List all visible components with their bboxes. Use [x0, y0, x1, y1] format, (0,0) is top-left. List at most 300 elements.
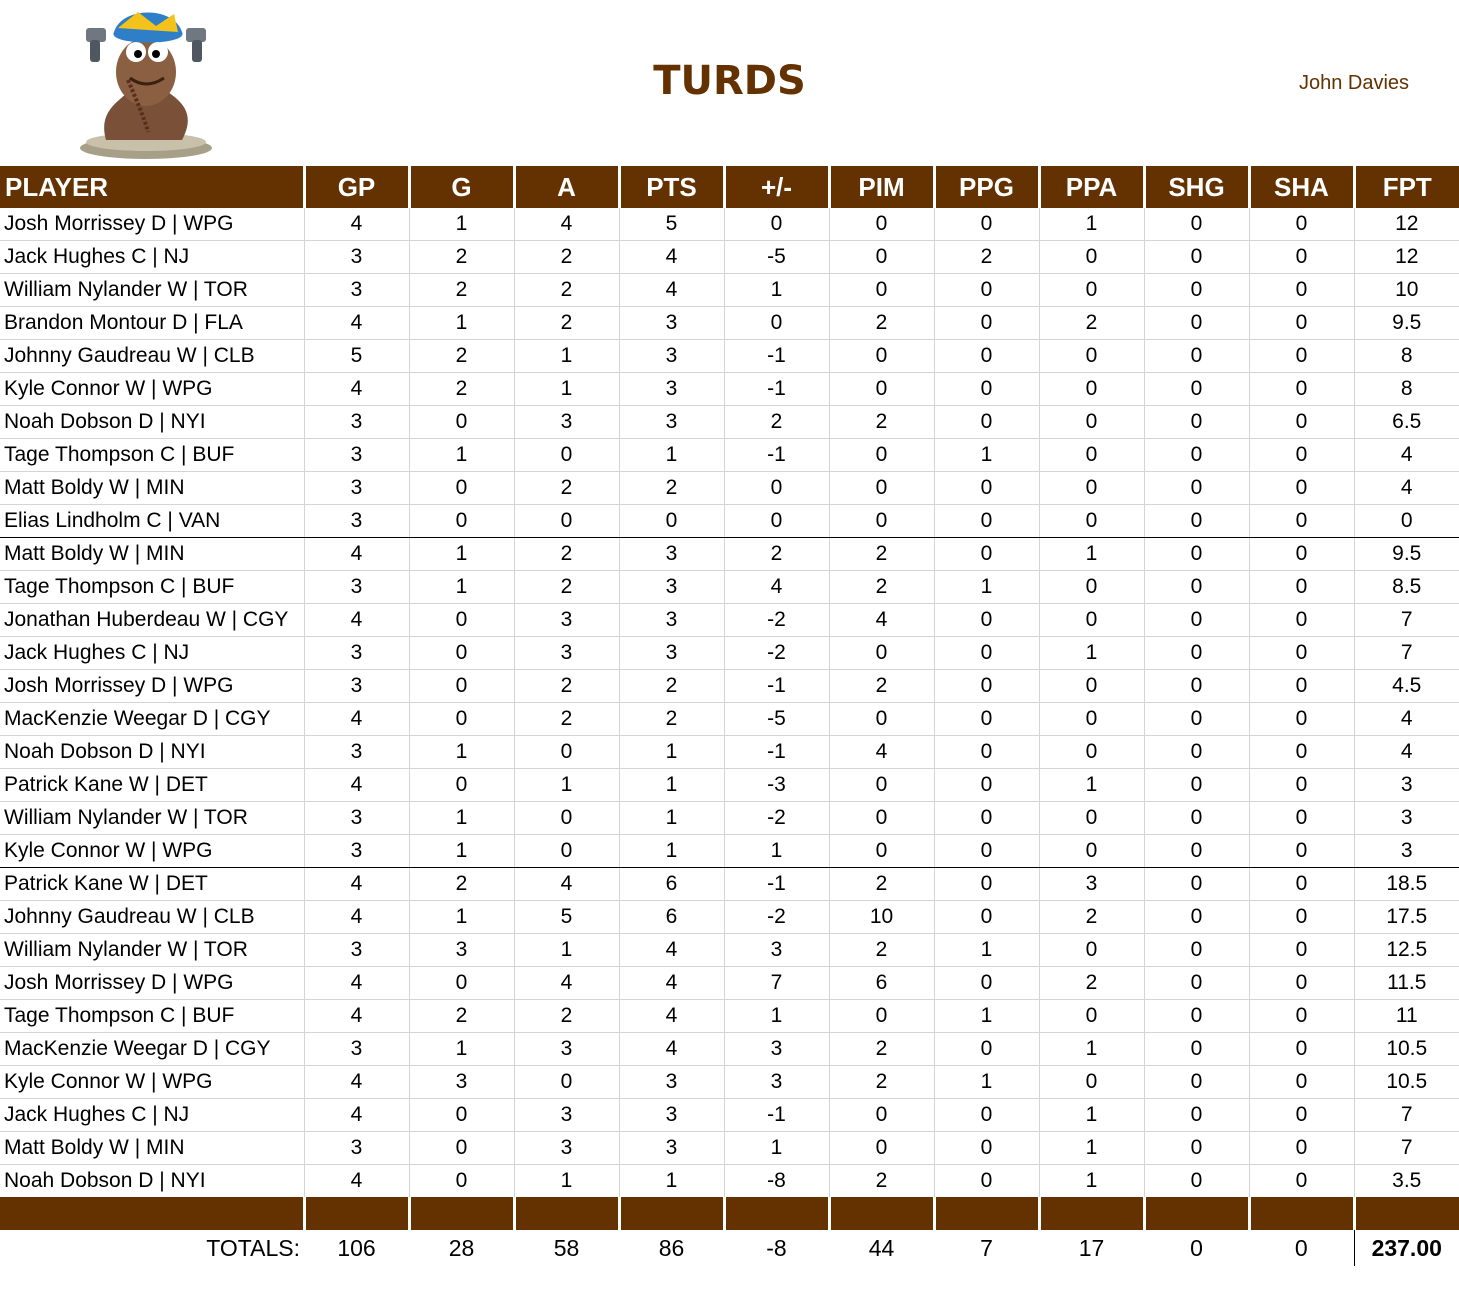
stat-cell: 0 — [514, 1066, 619, 1099]
stat-cell: 0 — [1039, 934, 1144, 967]
column-header: PPA — [1039, 166, 1144, 208]
stat-cell: 0 — [1249, 274, 1354, 307]
player-name-cell: Patrick Kane W | DET — [0, 769, 304, 802]
stat-cell: 1 — [619, 736, 724, 769]
stat-cell: 0 — [1039, 703, 1144, 736]
stat-cell: 0 — [829, 802, 934, 835]
stat-cell: 3 — [619, 307, 724, 340]
stat-cell: 0 — [1144, 604, 1249, 637]
stat-cell: 3 — [724, 934, 829, 967]
band-cell — [829, 1197, 934, 1230]
stat-cell: 0 — [1039, 373, 1144, 406]
stat-cell: 0 — [409, 406, 514, 439]
stat-cell: 1 — [724, 835, 829, 868]
stat-cell: 0 — [1144, 241, 1249, 274]
table-row — [0, 736, 1459, 769]
stat-cell: -3 — [724, 769, 829, 802]
stat-cell: 0 — [1249, 1165, 1354, 1198]
stat-cell: 0 — [934, 604, 1039, 637]
stat-cell: 0 — [1354, 505, 1459, 538]
stat-cell: 2 — [619, 472, 724, 505]
table-row — [0, 703, 1459, 736]
stat-cell: 2 — [829, 406, 934, 439]
table-row — [0, 439, 1459, 472]
stat-cell: 1 — [619, 439, 724, 472]
stat-cell: 0 — [1144, 340, 1249, 373]
stat-cell: 0 — [1039, 670, 1144, 703]
stat-cell: 0 — [724, 472, 829, 505]
player-name-cell: Elias Lindholm C | VAN — [0, 505, 304, 538]
stat-cell: 0 — [1144, 769, 1249, 802]
stat-cell: -1 — [724, 868, 829, 901]
stat-cell: 8.5 — [1354, 571, 1459, 604]
player-name-cell: Jonathan Huberdeau W | CGY — [0, 604, 304, 637]
stat-cell: -1 — [724, 439, 829, 472]
player-name-cell: Jack Hughes C | NJ — [0, 241, 304, 274]
stat-cell: 0 — [1144, 967, 1249, 1000]
table-row — [0, 769, 1459, 802]
stat-cell: 0 — [409, 1099, 514, 1132]
stat-cell: 0 — [1249, 307, 1354, 340]
stat-cell: 3 — [619, 373, 724, 406]
stat-cell: 0 — [829, 505, 934, 538]
total-cell: 17 — [1078, 1234, 1105, 1261]
stat-cell: 0 — [1039, 505, 1144, 538]
stat-cell: 3 — [304, 241, 409, 274]
stat-cell: 7 — [1354, 1099, 1459, 1132]
table-row — [0, 505, 1459, 538]
band-cell — [304, 1197, 409, 1230]
stat-cell: 0 — [829, 1099, 934, 1132]
stat-cell: 2 — [829, 934, 934, 967]
stat-cell: 0 — [1039, 274, 1144, 307]
stat-cell: 0 — [1249, 406, 1354, 439]
stat-cell: 2 — [829, 670, 934, 703]
stat-cell: 0 — [1249, 637, 1354, 670]
stat-cell: 3 — [304, 802, 409, 835]
stat-cell: 4 — [304, 1000, 409, 1033]
stat-cell: 4 — [304, 1099, 409, 1132]
stat-cell: 3 — [619, 406, 724, 439]
stat-cell: 1 — [934, 1066, 1039, 1099]
stat-cell: 3 — [1354, 835, 1459, 868]
stat-cell: 3 — [304, 736, 409, 769]
stat-cell: 0 — [1039, 472, 1144, 505]
stat-cell: 0 — [934, 703, 1039, 736]
band-cell — [619, 1197, 724, 1230]
stat-cell: 1 — [514, 934, 619, 967]
stat-cell: 0 — [1144, 1099, 1249, 1132]
stat-cell: 4 — [304, 208, 409, 241]
stat-cell: 1 — [1039, 1033, 1144, 1066]
stat-cell: 0 — [934, 967, 1039, 1000]
stat-cell: 1 — [409, 571, 514, 604]
stat-cell: 0 — [829, 208, 934, 241]
stat-cell: 0 — [1249, 1033, 1354, 1066]
stat-cell: 0 — [934, 1132, 1039, 1165]
player-name-cell: Kyle Connor W | WPG — [0, 1066, 304, 1099]
stat-cell: 0 — [1039, 1000, 1144, 1033]
total-cell: -8 — [766, 1234, 787, 1261]
stat-cell: -2 — [724, 604, 829, 637]
stat-cell: 4 — [829, 604, 934, 637]
stat-cell: 0 — [1144, 373, 1249, 406]
stat-cell: -8 — [724, 1165, 829, 1198]
stat-cell: -1 — [724, 736, 829, 769]
stat-cell: 0 — [829, 1132, 934, 1165]
stat-cell: 4 — [304, 307, 409, 340]
stat-cell: 0 — [409, 604, 514, 637]
stat-cell: 4.5 — [1354, 670, 1459, 703]
stat-cell: 0 — [1144, 1000, 1249, 1033]
stat-cell: 0 — [1249, 439, 1354, 472]
totals-row — [0, 1230, 1459, 1266]
table-row — [0, 835, 1459, 868]
stat-cell: 2 — [409, 373, 514, 406]
stat-cell: 0 — [1039, 802, 1144, 835]
stat-cell: 1 — [934, 439, 1039, 472]
total-cell: 0 — [1294, 1234, 1308, 1261]
total-cell: 7 — [980, 1234, 993, 1261]
stat-cell: 4 — [514, 868, 619, 901]
stat-cell: 0 — [1249, 538, 1354, 571]
stat-cell: 0 — [1144, 835, 1249, 868]
stat-cell: 0 — [1249, 373, 1354, 406]
stat-cell: 3 — [304, 571, 409, 604]
stat-cell: 4 — [1354, 472, 1459, 505]
stat-cell: 0 — [724, 505, 829, 538]
stat-cell: 0 — [409, 1165, 514, 1198]
player-name-cell: Johnny Gaudreau W | CLB — [0, 901, 304, 934]
stat-cell: 0 — [1249, 670, 1354, 703]
stat-cell: 0 — [514, 802, 619, 835]
player-name-cell: Noah Dobson D | NYI — [0, 1165, 304, 1198]
stat-cell: 4 — [304, 703, 409, 736]
stat-cell: 4 — [619, 1000, 724, 1033]
stat-cell: 1 — [619, 802, 724, 835]
stat-cell: 0 — [934, 769, 1039, 802]
table-row — [0, 868, 1459, 901]
stat-cell: 2 — [829, 538, 934, 571]
table-row — [0, 604, 1459, 637]
table-row — [0, 1099, 1459, 1132]
stat-cell: 1 — [1039, 208, 1144, 241]
stat-cell: 0 — [1249, 1099, 1354, 1132]
table-row — [0, 1066, 1459, 1099]
player-name-cell: Josh Morrissey D | WPG — [0, 967, 304, 1000]
stat-cell: 1 — [409, 802, 514, 835]
stat-cell: 1 — [409, 307, 514, 340]
stat-cell: 5 — [619, 208, 724, 241]
stat-cell: 12 — [1354, 241, 1459, 274]
stat-cell: 10 — [829, 901, 934, 934]
stat-cell: 0 — [1249, 769, 1354, 802]
stat-cell: 0 — [1144, 1132, 1249, 1165]
stat-cell: 3 — [724, 1033, 829, 1066]
stat-cell: 0 — [829, 373, 934, 406]
stat-cell: 3 — [304, 835, 409, 868]
table-row — [0, 1165, 1459, 1198]
stat-cell: 6 — [829, 967, 934, 1000]
stat-cell: 8 — [1354, 373, 1459, 406]
stat-cell: 0 — [934, 373, 1039, 406]
stat-cell: 0 — [934, 637, 1039, 670]
totals-label: TOTALS: — [206, 1234, 300, 1261]
stat-cell: 0 — [1144, 901, 1249, 934]
stat-cell: 4 — [724, 571, 829, 604]
stat-cell: 0 — [1144, 307, 1249, 340]
stat-cell: 4 — [304, 1066, 409, 1099]
stat-cell: 4 — [514, 967, 619, 1000]
stat-cell: 1 — [409, 835, 514, 868]
stat-cell: 0 — [829, 472, 934, 505]
player-name-cell: Tage Thompson C | BUF — [0, 571, 304, 604]
table-header-row — [0, 166, 1459, 208]
band-cell — [1354, 1197, 1459, 1230]
stat-cell: 0 — [934, 670, 1039, 703]
stat-cell: 17.5 — [1354, 901, 1459, 934]
stat-cell: 1 — [934, 571, 1039, 604]
stat-cell: 0 — [934, 1165, 1039, 1198]
stat-cell: 3 — [1354, 802, 1459, 835]
stat-cell: 1 — [619, 1165, 724, 1198]
total-cell: 58 — [553, 1234, 580, 1261]
stat-cell: 4 — [1354, 703, 1459, 736]
column-header: G — [409, 166, 514, 208]
total-cell: 0 — [1190, 1234, 1203, 1261]
stat-cell: 2 — [829, 307, 934, 340]
table-row — [0, 901, 1459, 934]
stat-cell: 1 — [1039, 538, 1144, 571]
stat-cell: 1 — [724, 1132, 829, 1165]
stat-cell: 3 — [304, 934, 409, 967]
column-header: PLAYER — [0, 166, 304, 208]
column-header: +/- — [724, 166, 829, 208]
column-header: PTS — [619, 166, 724, 208]
stat-cell: 4 — [304, 538, 409, 571]
player-name-cell: Tage Thompson C | BUF — [0, 1000, 304, 1033]
stat-cell: 0 — [1039, 439, 1144, 472]
stat-cell: 0 — [1039, 340, 1144, 373]
table-row — [0, 274, 1459, 307]
stat-cell: 5 — [514, 901, 619, 934]
column-header: PIM — [829, 166, 934, 208]
stat-cell: 12 — [1354, 208, 1459, 241]
band-cell — [1144, 1197, 1249, 1230]
stat-cell: 2 — [829, 1165, 934, 1198]
stat-cell: 0 — [934, 340, 1039, 373]
stat-cell: 0 — [514, 835, 619, 868]
player-name-cell: William Nylander W | TOR — [0, 802, 304, 835]
player-name-cell: MacKenzie Weegar D | CGY — [0, 703, 304, 736]
stat-cell: 2 — [514, 538, 619, 571]
table-row — [0, 670, 1459, 703]
stat-cell: 1 — [1039, 637, 1144, 670]
stat-cell: 0 — [1144, 1033, 1249, 1066]
stat-cell: 4 — [304, 769, 409, 802]
stat-cell: 0 — [934, 736, 1039, 769]
stat-cell: 0 — [1249, 1132, 1354, 1165]
stat-cell: 0 — [1144, 439, 1249, 472]
stat-cell: 7 — [1354, 637, 1459, 670]
stat-cell: 2 — [409, 274, 514, 307]
stat-cell: 1 — [514, 373, 619, 406]
stat-cell: 2 — [514, 1000, 619, 1033]
stat-cell: 0 — [724, 208, 829, 241]
stat-cell: 4 — [619, 241, 724, 274]
stat-cell: 3 — [304, 670, 409, 703]
player-name-cell: Matt Boldy W | MIN — [0, 472, 304, 505]
stat-cell: 3 — [514, 406, 619, 439]
stat-cell: 4 — [304, 901, 409, 934]
player-name-cell: Matt Boldy W | MIN — [0, 538, 304, 571]
stat-cell: 1 — [724, 274, 829, 307]
stat-cell: 3 — [1354, 769, 1459, 802]
stat-cell: 4 — [304, 373, 409, 406]
stat-cell: 0 — [619, 505, 724, 538]
column-header: GP — [304, 166, 409, 208]
stat-cell: 0 — [934, 901, 1039, 934]
stat-cell: -1 — [724, 340, 829, 373]
total-fpt-cell: 237.00 — [1354, 1230, 1459, 1266]
stat-cell: -1 — [724, 670, 829, 703]
stat-cell: 0 — [1249, 868, 1354, 901]
stat-cell: 0 — [1039, 1066, 1144, 1099]
stat-cell: 3 — [409, 1066, 514, 1099]
stat-cell: 3 — [304, 274, 409, 307]
stat-cell: 0 — [1249, 505, 1354, 538]
stat-cell: 1 — [934, 934, 1039, 967]
player-name-cell: Noah Dobson D | NYI — [0, 406, 304, 439]
stat-cell: 0 — [514, 505, 619, 538]
stat-cell: 2 — [514, 670, 619, 703]
stat-cell: 0 — [1249, 241, 1354, 274]
stat-cell: 0 — [409, 505, 514, 538]
stat-cell: 1 — [619, 769, 724, 802]
stat-cell: 0 — [1039, 835, 1144, 868]
stat-cell: 0 — [1249, 736, 1354, 769]
stat-cell: 3 — [724, 1066, 829, 1099]
stat-cell: 1 — [1039, 1099, 1144, 1132]
stat-cell: 0 — [934, 1099, 1039, 1132]
stat-cell: -5 — [724, 241, 829, 274]
stat-cell: -5 — [724, 703, 829, 736]
stat-cell: 2 — [409, 241, 514, 274]
stat-cell: 0 — [829, 1000, 934, 1033]
stat-cell: 0 — [409, 1132, 514, 1165]
stat-cell: 0 — [1144, 1066, 1249, 1099]
stat-cell: 0 — [934, 472, 1039, 505]
stat-cell: 3 — [304, 1033, 409, 1066]
stat-cell: 3 — [619, 571, 724, 604]
stat-cell: 2 — [619, 703, 724, 736]
stat-cell: 10.5 — [1354, 1033, 1459, 1066]
stat-cell: 0 — [514, 736, 619, 769]
player-name-cell: Kyle Connor W | WPG — [0, 835, 304, 868]
stat-cell: 1 — [514, 340, 619, 373]
player-name-cell: William Nylander W | TOR — [0, 934, 304, 967]
player-name-cell: Brandon Montour D | FLA — [0, 307, 304, 340]
stat-cell: 3 — [619, 1099, 724, 1132]
stat-cell: 2 — [829, 571, 934, 604]
stat-cell: 4 — [619, 934, 724, 967]
stat-cell: 11 — [1354, 1000, 1459, 1033]
stat-cell: 5 — [304, 340, 409, 373]
stat-cell: 4 — [304, 967, 409, 1000]
stat-cell: 0 — [724, 307, 829, 340]
stat-cell: 3.5 — [1392, 1169, 1422, 1192]
column-header: SHG — [1144, 166, 1249, 208]
stat-cell: 2 — [1039, 901, 1144, 934]
table-row — [0, 241, 1459, 274]
stat-cell: 0 — [409, 637, 514, 670]
table-row — [0, 1033, 1459, 1066]
stat-cell: 2 — [514, 307, 619, 340]
stat-cell: 2 — [514, 703, 619, 736]
table-row — [0, 934, 1459, 967]
stat-cell: 3 — [514, 604, 619, 637]
table-row — [0, 802, 1459, 835]
stat-cell: 11.5 — [1354, 967, 1459, 1000]
stat-cell: 0 — [514, 439, 619, 472]
table-row — [0, 307, 1459, 340]
totals-separator-band — [0, 1197, 1459, 1230]
stat-cell: 10.5 — [1354, 1066, 1459, 1099]
stat-cell: 0 — [1039, 604, 1144, 637]
stat-cell: 0 — [1249, 934, 1354, 967]
stat-cell: 2 — [724, 406, 829, 439]
player-name-cell: William Nylander W | TOR — [0, 274, 304, 307]
stat-cell: 0 — [409, 703, 514, 736]
stat-cell: 0 — [1144, 208, 1249, 241]
total-cell: 44 — [868, 1234, 895, 1261]
player-stats-table — [0, 166, 1459, 1266]
stat-cell: 3 — [514, 1132, 619, 1165]
stat-cell: 2 — [829, 1066, 934, 1099]
stat-cell: 3 — [514, 637, 619, 670]
player-name-cell: Kyle Connor W | WPG — [0, 373, 304, 406]
stat-cell: 0 — [934, 274, 1039, 307]
stat-cell: 10 — [1354, 274, 1459, 307]
band-cell — [724, 1197, 829, 1230]
stat-cell: 0 — [409, 670, 514, 703]
stat-cell: 0 — [1249, 1066, 1354, 1099]
stat-cell: 4 — [304, 604, 409, 637]
stat-cell: 7 — [1354, 604, 1459, 637]
stat-cell: 1 — [619, 835, 724, 868]
stat-cell: 4 — [514, 208, 619, 241]
stat-cell: -2 — [724, 901, 829, 934]
stat-cell: 0 — [1144, 505, 1249, 538]
stat-cell: 0 — [1144, 670, 1249, 703]
stat-cell: 3 — [304, 1132, 409, 1165]
player-name-cell: Matt Boldy W | MIN — [0, 1132, 304, 1165]
stat-cell: 8 — [1354, 340, 1459, 373]
stat-cell: 0 — [1039, 736, 1144, 769]
band-cell — [0, 1197, 304, 1230]
column-header: SHA — [1249, 166, 1354, 208]
team-title: TURDS — [653, 58, 806, 104]
band-cell — [1039, 1197, 1144, 1230]
table-row — [0, 1132, 1459, 1165]
total-cell: 86 — [658, 1234, 685, 1261]
stat-cell: 9.5 — [1354, 307, 1459, 340]
stat-cell: 4 — [619, 1033, 724, 1066]
stat-cell: 6.5 — [1354, 406, 1459, 439]
stat-cell: 0 — [1039, 241, 1144, 274]
stat-cell: 2 — [514, 241, 619, 274]
stat-cell: 3 — [304, 439, 409, 472]
